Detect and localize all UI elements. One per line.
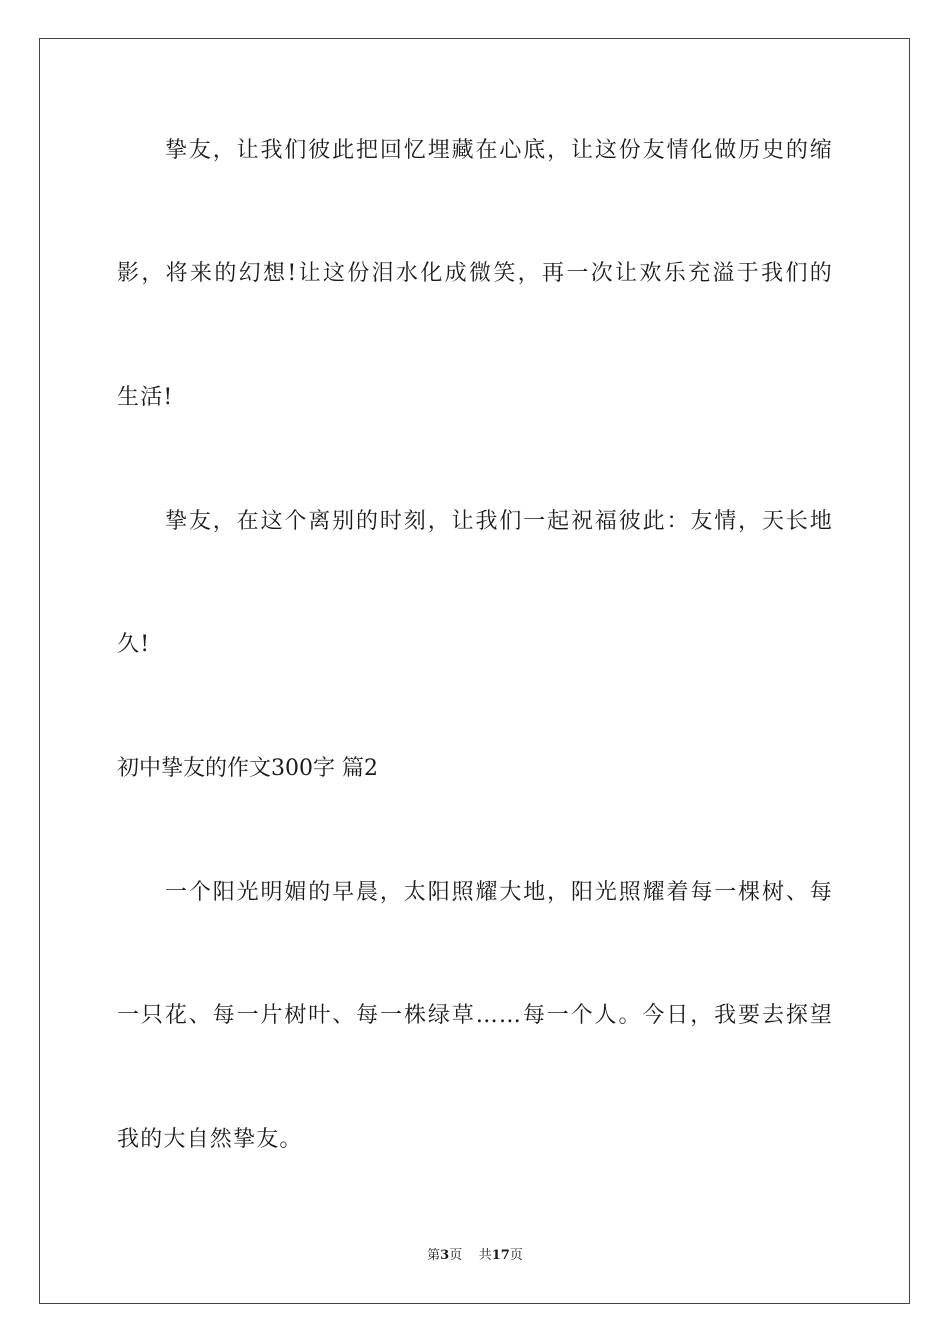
total-label-prefix: 共 bbox=[478, 1248, 492, 1263]
paragraph-3-line-2: 一只花、每一片树叶、每一株绿草……每一个人。今日，我要去探望 bbox=[117, 1003, 833, 1028]
paragraph-2-line-2: 久! bbox=[117, 632, 151, 657]
page-footer bbox=[0, 1247, 950, 1265]
paragraph-3-line-3: 我的大自然挚友。 bbox=[117, 1127, 303, 1152]
section-heading: 初中挚友的作文300字 篇2 bbox=[117, 756, 378, 781]
paragraph-1-line-1: 挚友，让我们彼此把回忆埋藏在心底，让这份友情化做历史的缩 bbox=[165, 138, 833, 163]
page-label-prefix: 第 bbox=[427, 1248, 441, 1263]
total-label-suffix: 页 bbox=[509, 1248, 523, 1263]
paragraph-3-line-1: 一个阳光明媚的早晨，太阳照耀大地，阳光照耀着每一棵树、每 bbox=[165, 880, 833, 905]
current-page-number: 3 bbox=[440, 1248, 450, 1263]
page-label-suffix: 页 bbox=[449, 1248, 463, 1263]
total-page-count: 17 bbox=[491, 1248, 510, 1263]
page-border bbox=[39, 38, 910, 1304]
paragraph-2-line-1: 挚友，在这个离别的时刻，让我们一起祝福彼此：友情，天长地 bbox=[165, 509, 833, 534]
paragraph-1-line-2: 影，将来的幻想!让这份泪水化成微笑，再一次让欢乐充溢于我们的 bbox=[117, 261, 833, 286]
paragraph-1-line-3: 生活! bbox=[117, 385, 174, 410]
